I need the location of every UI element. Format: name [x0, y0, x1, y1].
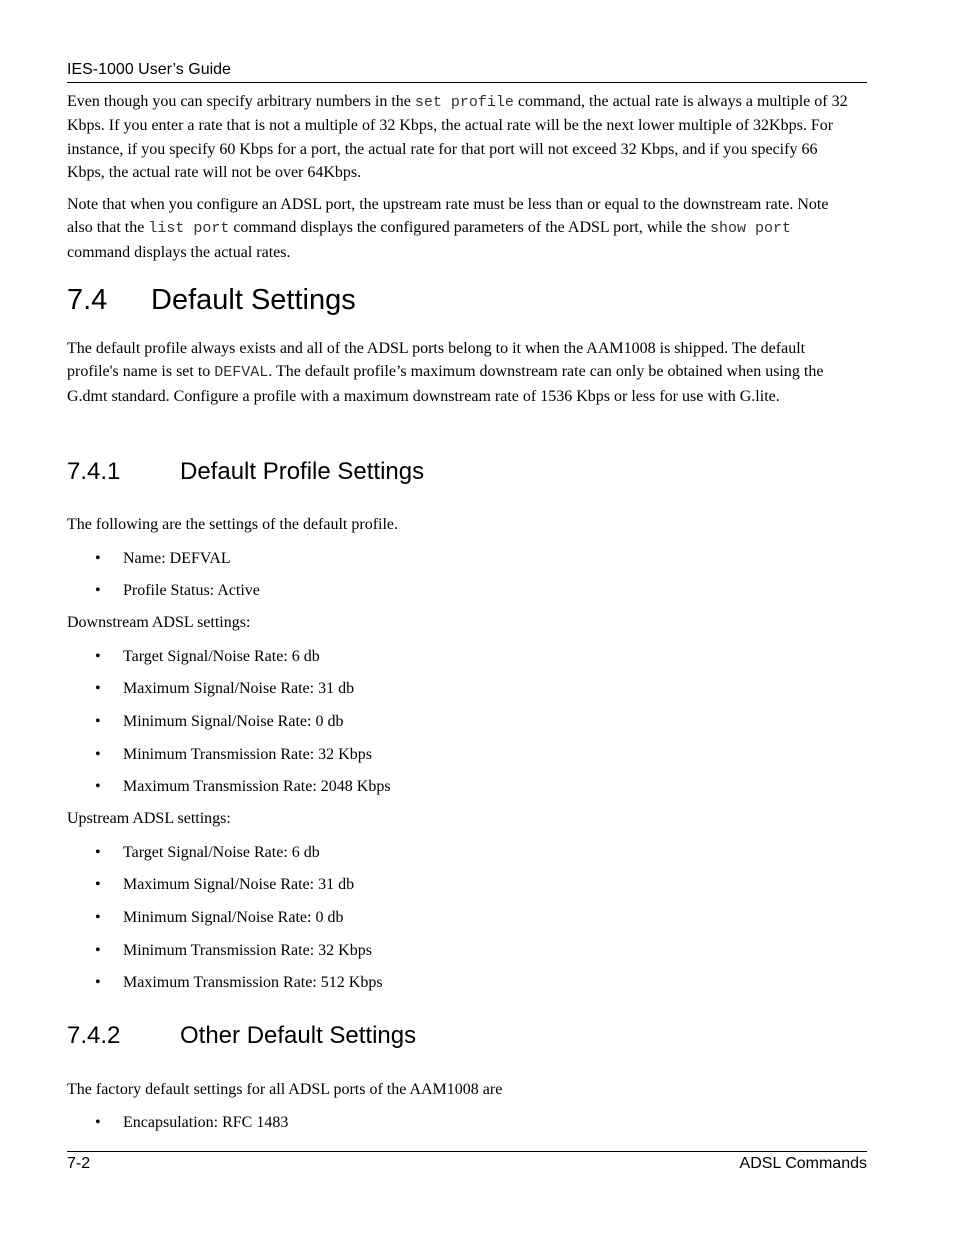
- bullet: •: [95, 974, 101, 991]
- intro-paragraph-1: [67, 90, 857, 184]
- list-item: [95, 712, 343, 732]
- bullet: •: [95, 876, 101, 893]
- bullet: •: [95, 778, 101, 795]
- item-text: Minimum Signal/Noise Rate: 0 db: [123, 909, 344, 926]
- page-header: [67, 60, 867, 83]
- item-text: Target Signal/Noise Rate: 6 db: [123, 648, 320, 665]
- bullet: •: [95, 746, 101, 763]
- bullet: •: [95, 1114, 101, 1131]
- list-item: [95, 941, 372, 961]
- bullet: •: [95, 942, 101, 959]
- item-text: Minimum Transmission Rate: 32 Kbps: [123, 746, 372, 763]
- item-text: Name: DEFVAL: [123, 550, 231, 567]
- other-defaults-intro: The factory default settings for all ADSL ports of the AAM1008 are: [67, 1081, 503, 1098]
- page-footer: [67, 1151, 867, 1174]
- item-text: Maximum Signal/Noise Rate: 31 db: [123, 876, 355, 893]
- list-item: [95, 581, 260, 601]
- item-text: Maximum Transmission Rate: 512 Kbps: [123, 974, 383, 991]
- item-text: Target Signal/Noise Rate: 6 db: [123, 844, 320, 861]
- list-item: [95, 875, 354, 895]
- item-text: Maximum Transmission Rate: 2048 Kbps: [123, 778, 391, 795]
- guide-title: IES-1000 User’s Guide: [67, 61, 231, 78]
- bullet: •: [95, 713, 101, 730]
- bullet: •: [95, 844, 101, 861]
- text: command displays the configured parameters of the ADSL port, while the: [229, 219, 710, 237]
- bullet: •: [95, 680, 101, 697]
- list-item: [95, 843, 320, 863]
- list-item: [95, 1113, 288, 1133]
- bullet: •: [95, 909, 101, 926]
- section-number: 7.4.2: [67, 1022, 121, 1049]
- item-text: Maximum Signal/Noise Rate: 31 db: [123, 680, 355, 697]
- code-defval: DEFVAL: [214, 364, 269, 382]
- section-number: 7.4: [67, 284, 108, 316]
- section-7-4-2-heading: [67, 1021, 416, 1051]
- list-item: [95, 745, 372, 765]
- intro-paragraph-2: [67, 193, 857, 264]
- text: command, the actual rate is always a multiple of 32 Kbps. If you enter a rate that is not a multiple of 32 Kbps, the actual rate will be the next lower multiple of 32Kbps. For instance, if you specify 60 Kbps for a port, the actual rate for that port will not exceed 32 Kbps, and if you specify 66 Kbps, the actual rate will not be over 64Kbps.: [67, 93, 848, 181]
- list-item: [95, 549, 231, 569]
- section-number: 7.4.1: [67, 458, 121, 485]
- list-item: [95, 908, 343, 928]
- text: Note that when you configure an ADSL port, the upstream rate must be less than or equal to the downstream rate. Note also that the: [67, 196, 829, 237]
- item-text: Minimum Signal/Noise Rate: 0 db: [123, 713, 344, 730]
- bullet: •: [95, 550, 101, 567]
- bullet: •: [95, 648, 101, 665]
- text: The default profile always exists and all of the ADSL ports belong to it when the AAM1008 is shipped. The default profile's name is set to: [67, 340, 806, 381]
- section-title: Default Settings: [151, 284, 356, 316]
- section-7-4-paragraph: [67, 337, 857, 408]
- downstream-label: Downstream ADSL settings:: [67, 614, 251, 631]
- section-title: Default Profile Settings: [180, 458, 425, 485]
- text: Even though you can specify arbitrary numbers in the: [67, 93, 415, 110]
- item-text: Minimum Transmission Rate: 32 Kbps: [123, 942, 372, 959]
- text: command displays the actual rates.: [67, 243, 291, 261]
- chapter-title: ADSL Commands: [739, 1155, 867, 1172]
- code-list-port: list port: [148, 220, 230, 238]
- item-text: Encapsulation: RFC 1483: [123, 1114, 289, 1131]
- list-item: [95, 973, 383, 993]
- section-7-4-1-heading: [67, 457, 424, 487]
- page-number: 7-2: [67, 1155, 91, 1172]
- item-text: Profile Status: Active: [123, 582, 260, 599]
- list-item: [95, 647, 320, 667]
- upstream-label: Upstream ADSL settings:: [67, 810, 231, 827]
- section-7-4-heading: [67, 283, 356, 317]
- section-title: Other Default Settings: [180, 1022, 417, 1049]
- default-profile-intro: The following are the settings of the default profile.: [67, 516, 399, 533]
- text: . The default profile’s maximum downstream rate can only be obtained when using the G.dmt standard. Configure a profile with a maximum downstream rate of 1536 Kbps or less for use with G.lite.: [67, 363, 824, 405]
- list-item: [95, 777, 391, 797]
- list-item: [95, 679, 354, 699]
- bullet: •: [95, 582, 101, 599]
- code-set-profile: set profile: [414, 94, 514, 111]
- code-show-port: show port: [709, 220, 791, 238]
